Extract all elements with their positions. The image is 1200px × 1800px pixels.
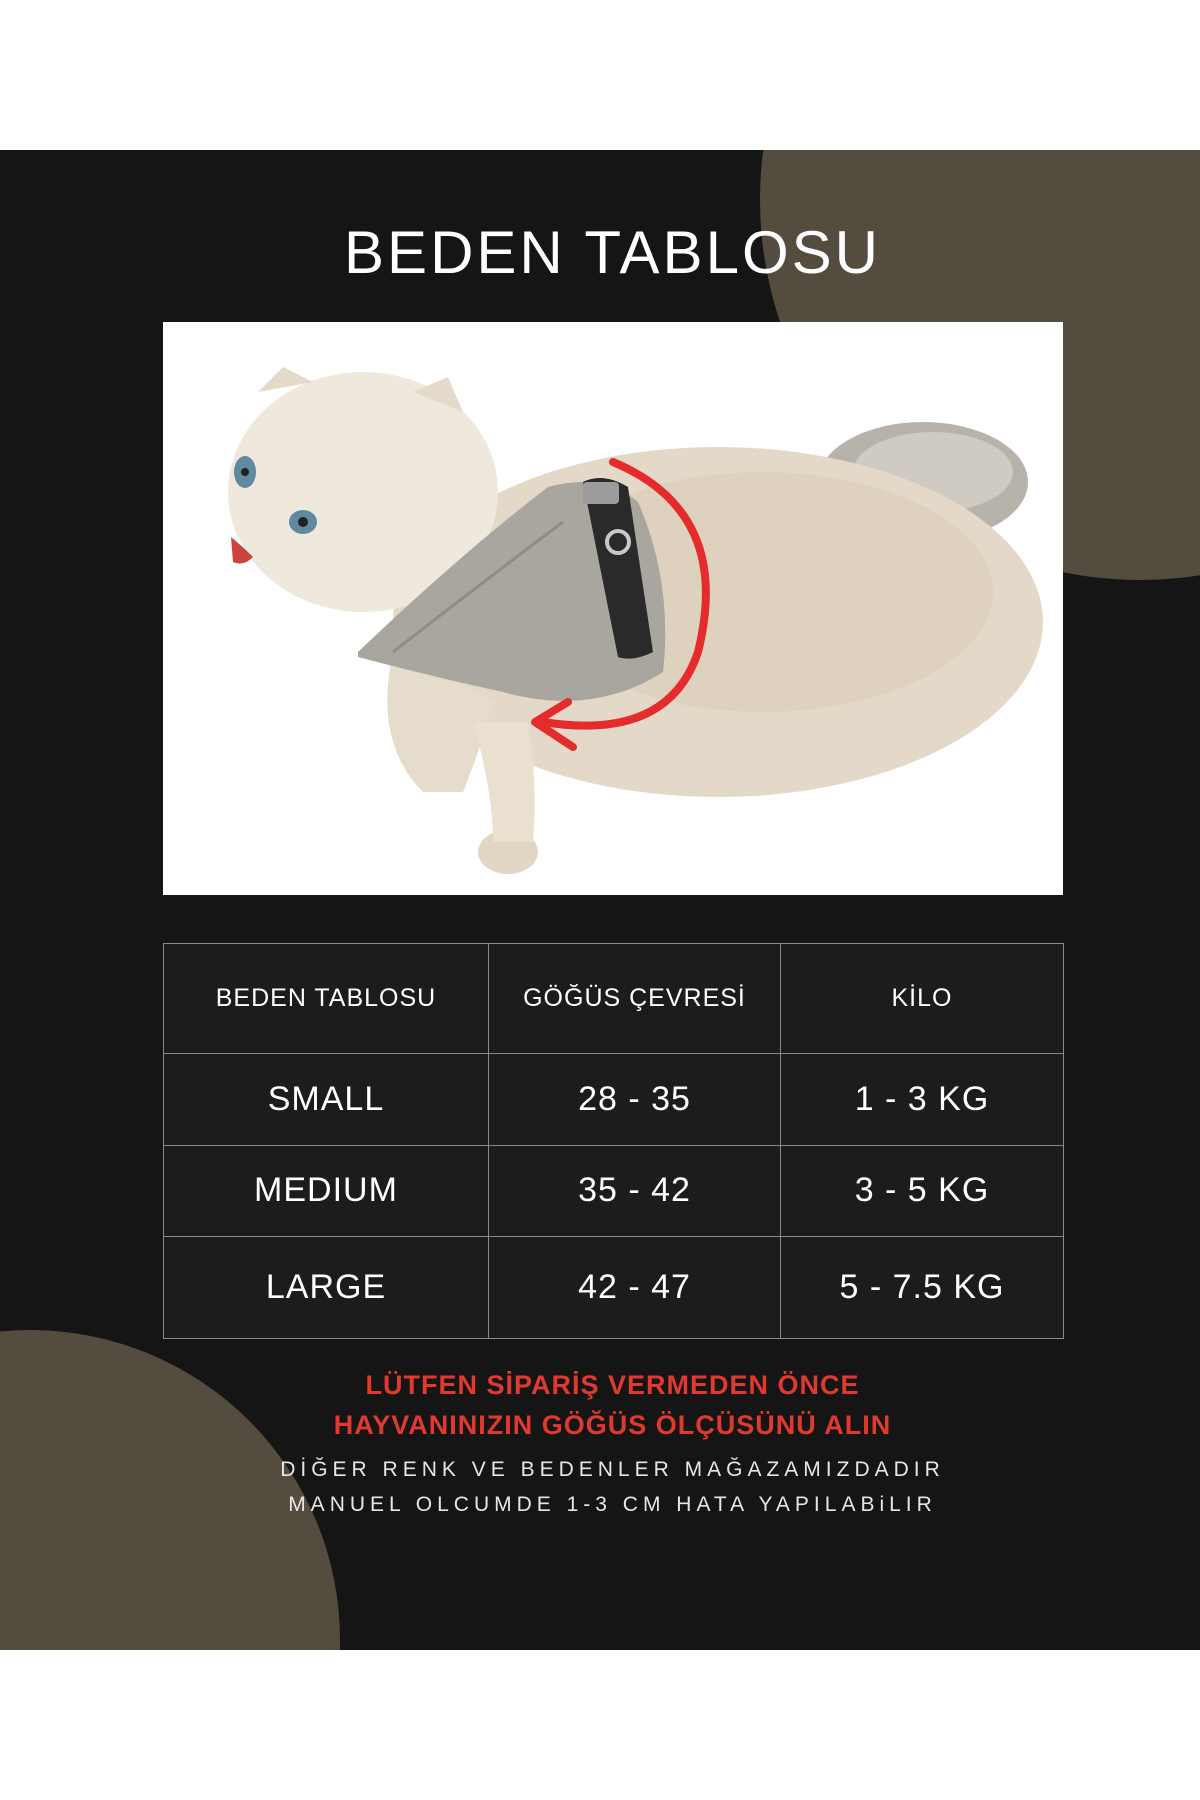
header-weight: KİLO [781, 944, 1064, 1054]
warning-line-1: LÜTFEN SİPARİŞ VERMEDEN ÖNCE [365, 1370, 860, 1400]
table-row [164, 1054, 1064, 1146]
header-chest: GÖĞÜS ÇEVRESİ [489, 944, 781, 1054]
table-row [164, 1237, 1064, 1339]
chest-cell: 35 - 42 [489, 1145, 781, 1237]
size-table [163, 943, 1064, 1339]
note-line-1: DİĞER RENK VE BEDENLER MAĞAZAMIZDADIR [280, 1458, 945, 1481]
size-cell: MEDIUM [164, 1145, 489, 1237]
table-header-row [164, 944, 1064, 1054]
note-line-2: MANUEL OLCUMDE 1-3 CM HATA YAPILABiLIR [288, 1493, 937, 1516]
weight-cell: 1 - 3 KG [781, 1054, 1064, 1146]
page-title: BEDEN TABLOSU [344, 219, 881, 286]
chest-cell: 42 - 47 [489, 1237, 781, 1339]
chest-cell: 28 - 35 [489, 1054, 781, 1146]
warning-line-2: HAYVANINIZIN GÖĞÜS ÖLÇÜSÜNÜ ALIN [333, 1410, 892, 1440]
weight-cell: 3 - 5 KG [781, 1145, 1064, 1237]
cat-photo [163, 322, 1063, 895]
size-cell: LARGE [164, 1237, 489, 1339]
header-size: BEDEN TABLOSU [164, 944, 489, 1054]
cat-harness-icon [163, 322, 1063, 895]
table-row [164, 1145, 1064, 1237]
weight-cell: 5 - 7.5 KG [781, 1237, 1064, 1339]
size-chart-panel [0, 150, 1200, 1650]
size-cell: SMALL [164, 1054, 489, 1146]
